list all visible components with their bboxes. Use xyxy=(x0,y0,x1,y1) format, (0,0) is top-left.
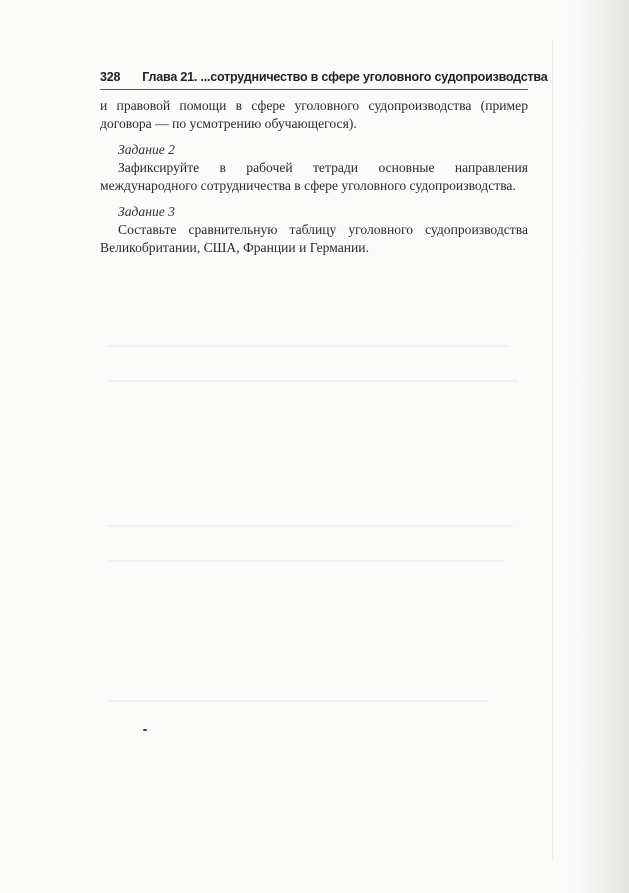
task-3-heading: Задание 3 xyxy=(118,204,175,219)
paragraph-continuation: и правовой помощи в сфере уголовного судопроизводства (пример договора — по усмотрению обучающегося). xyxy=(100,98,528,131)
task-2-heading: Задание 2 xyxy=(118,142,175,157)
chapter-title: Глава 21. ...сотрудничество в сфере уголовного судопроизводства xyxy=(142,70,548,84)
running-head xyxy=(100,70,548,84)
bleed-through-line xyxy=(108,560,503,562)
page-edge-shadow xyxy=(569,0,629,893)
task-3-text: Составьте сравнительную таблицу уголовного судопроизводства Великобритании, США, Франции и Германии. xyxy=(100,222,528,255)
bleed-through-line xyxy=(108,700,488,702)
page-edge-line xyxy=(552,40,553,860)
task-2-text: Зафиксируйте в рабочей тетради основные направления международного сотрудничества в сфере уголовного судопроизводства. xyxy=(100,160,528,193)
bleed-through-line xyxy=(108,525,513,527)
bleed-through-line xyxy=(108,380,518,382)
header-rule xyxy=(100,89,528,90)
scan-speck xyxy=(143,729,147,731)
bleed-through-line xyxy=(108,345,508,347)
page-number: 328 xyxy=(100,70,121,84)
